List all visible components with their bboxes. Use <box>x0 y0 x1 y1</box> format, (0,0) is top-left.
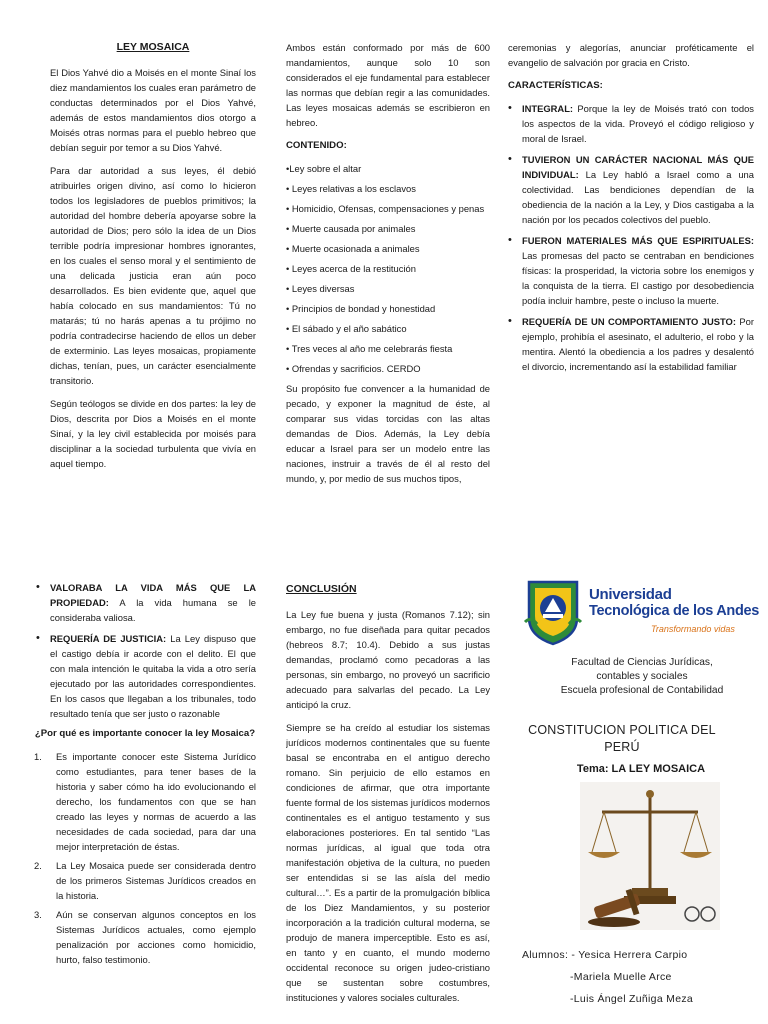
item-text: A la vida humana se le consideraba valiosa. <box>50 597 256 623</box>
paragraph: Siempre se ha creído al estudiar los sistemas jurídicos modernos continentales que su fuente basal se encontraba en el antiguo derecho romano. Sin perjuicio de ello estamos en condiciones de afirmar, que otra importante fuente formal de los sistemas jurídicos modernos continentales es el antiguo testamento y sus elaboraciones posteriores. En tal sentido “Las normas jurídicas, al igual que toda otra manifestación objetiva de la cultura, no pueden ser entendidas si se las aísla del medio cultural…”. Es a partir de la promulgación bíblica de los Diez Mandamientos, y su posterior incorporación a la tradición cultural moderna, se produjo de manera imperceptible. Esto es así, en tanto y en cuanto, el mundo moderno occidental reconoce su origen judeo-cristiano que se sustentan sobre costumbres, instituciones y valores sociales culturales. <box>286 722 490 1003</box>
list-item <box>34 749 256 854</box>
question-heading: ¿Por qué es importante conocer la ley Mosaica? <box>34 728 256 739</box>
caracteristicas-list <box>508 101 754 374</box>
list-item <box>34 858 256 903</box>
list-item: • Homicidio, Ofensas, compensaciones y penas <box>286 203 485 214</box>
list-item <box>508 233 754 308</box>
list-item <box>34 907 256 967</box>
list-item: • Principios de bondad y honestidad <box>286 303 436 314</box>
item-label: TUVIERON UN CARÁCTER NACIONAL MÁS QUE INDIVIDUAL: <box>522 154 754 180</box>
university-name-line2: Tecnológica de los Andes <box>589 603 760 619</box>
paragraph: El Dios Yahvé dio a Moisés en el monte Sinaí los diez mandamientos los cuales eran parámetro de conductas determinados por el Dios Yahvé, además de estos mandamientos dios otorgo a Moisés otras normas para el pueblo hebreo que debían seguir por temor a su Dios Yahvé. <box>50 67 256 153</box>
panel-ley-mosaica <box>50 40 256 510</box>
list-item: • Muerte causada por animales <box>286 223 416 234</box>
section-title: CARACTERÍSTICAS: <box>508 80 603 91</box>
scales-of-justice-icon <box>580 782 720 930</box>
faculty-line: Escuela profesional de Contabilidad <box>560 685 724 696</box>
list-item <box>36 580 256 625</box>
section-title: CONTENIDO: <box>286 140 347 151</box>
students-block <box>522 944 762 1010</box>
panel-importancia <box>34 580 256 1020</box>
paragraph: La Ley fue buena y justa (Romanos 7.12); sin embargo, no fue diseñada para quitar pecados (hebreos 8.7; 10.4). Debido a sus justas demandas, proclamó como pecadoras a las personas, sin embargo, no proveyó un sacrificio adecuado para salvarlas del pecado. La Ley anticipó la cruz. <box>286 609 490 710</box>
item-text: Porque la ley de Moisés trató con todos los aspectos de la vida. Proveyó el código religioso y moral de Israel. <box>522 103 754 144</box>
panel-caracteristicas <box>508 40 754 480</box>
faculty-line: contables y sociales <box>596 671 688 682</box>
reasons-list <box>34 749 256 967</box>
list-item: • Ofrendas y sacrificios. CERDO <box>286 363 421 374</box>
list-item: • El sábado y el año sabático <box>286 323 407 334</box>
paragraph: ceremonias y alegorías, anunciar proféticamente el evangelio de salvación por gracia en Cristo. <box>508 42 754 68</box>
course-title: CONSTITUCION POLITICA DEL PERÚ <box>528 723 716 754</box>
university-logo <box>523 578 763 650</box>
item-label: VALORABA LA VIDA MÁS QUE LA PROPIEDAD: <box>50 582 256 608</box>
item-text: Las promesas del pacto se centraban en bendiciones físicas: la prosperidad, la victoria sobre los enemigos y la conquista de la tierra. El castigo por desobediencia podía incluir hambre, peste o incluso la muerte. <box>522 250 754 306</box>
university-tagline: Transformando vidas <box>651 624 735 634</box>
list-item <box>508 101 754 146</box>
item-text: La Ley habló a Israel como a una colectividad. Las bendiciones dependían de la obediencia de la nación a la Ley, y Dios castigaba a la nación por los pecados colectivos del pueblo. <box>522 169 754 225</box>
list-item: • Leyes relativas a los esclavos <box>286 183 416 194</box>
paragraph: Para dar autoridad a sus leyes, él debió atribuirles origen divino, así como lo hicieron todos los legisladores de pueblos primitivos; la autoridad del hombre debería apoyarse sobre la autoridad de Dios; pero sólo la idea de un Dios terrible podría impresionar hombres ignorantes, en los cuales el senso moral y el sentimiento de una delicada justicia eran aún poco desarrollados. Es bien evidente que, aquel que había colocado en sus mandamientos: Tú no matarás; tú no harás apenas a tu prójimo no podría contradecirse haciendo de ellos un deber de exterminio. Las leyes mosaicas, propiamente dichas, tenían, pues, un carácter esencialmente transitorio. <box>50 165 256 386</box>
panel-conclusion <box>286 582 490 1024</box>
paragraph: Ambos están conformado por más de 600 mandamientos, aunque solo 10 son considerados el eje fundamental para establecer las normas que debían regir a las comunidades. Las leyes mosaicas además se escribieron en hebreo. <box>286 42 490 128</box>
list-item: • Leyes diversas <box>286 283 355 294</box>
student-line: Alumnos: - Yesica Herrera Carpio <box>522 949 688 961</box>
student-line: -Mariela Muelle Arce <box>570 971 672 983</box>
item-label: REQUERÍA DE UN COMPORTAMIENTO JUSTO: <box>522 316 736 327</box>
list-item <box>508 152 754 227</box>
item-number: 1. <box>34 751 42 762</box>
topic-title: Tema: LA LEY MOSAICA <box>576 763 706 775</box>
list-item <box>508 314 754 374</box>
list-item: • Tres veces al año me celebrarás fiesta <box>286 343 453 354</box>
list-item <box>36 631 256 721</box>
item-label: REQUERÍA DE JUSTICIA: <box>50 633 167 644</box>
university-name-line1: Universidad <box>589 586 672 603</box>
paragraph: Su propósito fue convencer a la humanidad de pecado, y exponer la magnitud de éste, al comparar sus vidas torcidas con las altas demandas de Dios. Además, la Ley debía educar a Israel para ser un modelo entre las naciones, instruir a través de él al resto del mundo, y, por medio de sus muchos tipos, <box>286 383 490 484</box>
item-text: Es importante conocer este Sistema Jurídico como estudiantes, para tener bases de la historia y saber cómo ha ido evolucionando el derecho, los fundamentos con que se han creado las leyes y normas de acuerdo a las necesidades de cada sociedad, para dar una mejor interpretación de éstas. <box>56 751 256 852</box>
item-label: INTEGRAL: <box>522 103 574 114</box>
item-text: Por ejemplo, prohibía el asesinato, el adulterio, el robo y la mentira. Alentó la obediencia a los padres y desalentó el divorcio, incrementando así la estabilidad familiar <box>522 316 754 372</box>
item-label: FUERON MATERIALES MÁS QUE ESPIRITUALES: <box>522 235 754 246</box>
item-text: Aún se conservan algunos conceptos en los Sistemas Jurídicos actuales, como ejemplo penalización por acciones como homicidio, hurto, falso testimonio. <box>56 909 256 965</box>
faculty-line: Facultad de Ciencias Jurídicas, <box>571 657 713 668</box>
list-item: • Leyes acerca de la restitución <box>286 263 416 274</box>
item-text: La Ley Mosaica puede ser considerada dentro de los primeros Sistemas Jurídicos creados en la historia. <box>56 860 256 901</box>
item-number: 3. <box>34 909 42 920</box>
list-item: • Muerte ocasionada a animales <box>286 243 420 254</box>
paragraph: Según teólogos se divide en dos partes: la ley de Dios, descrita por Dios a Moisés en el monte Sinaí, y la ley civil establecida por moisés para disciplinar a la sociedad turbulenta que vivía en aquel tiempo. <box>50 398 256 469</box>
section-title: CONCLUSIÓN <box>286 583 357 595</box>
section-title: LEY MOSAICA <box>116 41 190 53</box>
list-item: •Ley sobre el altar <box>286 163 362 174</box>
valores-list <box>34 580 256 721</box>
university-crest-icon <box>523 578 583 646</box>
item-number: 2. <box>34 860 42 871</box>
contenido-list <box>286 161 490 376</box>
panel-contenido <box>286 40 490 515</box>
student-line: -Luis Ángel Zuñiga Meza <box>570 993 694 1005</box>
item-text: La Ley dispuso que el castigo debía ir acorde con el delito. El que con mala intención le quitaba la vida a otro sería ejecutado por las autoridades correspondientes. En los casos que llegaban a los tribunales, todo resultado tenía que ser justo o razonable <box>50 633 256 719</box>
faculty-block <box>520 656 764 698</box>
